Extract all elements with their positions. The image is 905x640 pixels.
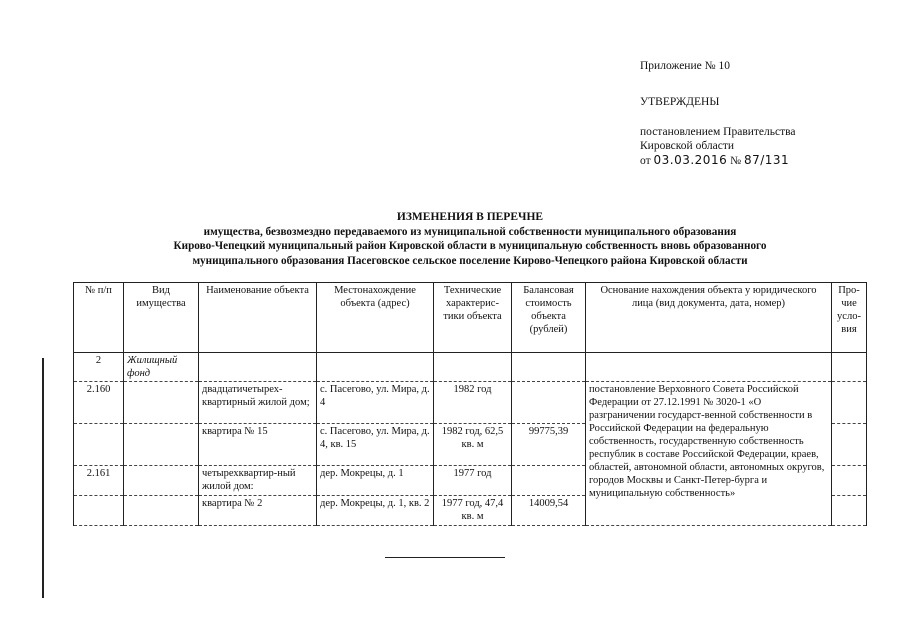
header-basis: Основание нахождения объекта у юридического лица (вид документа, дата, номер) (586, 283, 832, 353)
title-line-3: Кирово-Чепецкий муниципальный район Кировской области в муниципальную собственность вновь образованного (173, 240, 767, 252)
row-cost: 14009,54 (512, 496, 586, 526)
section-empty (586, 353, 832, 382)
decree-line-2: Кировской области (640, 140, 735, 152)
row-name: четырехквартир-ный жилой дом: (199, 466, 317, 496)
row-basis: постановление Верховного Совета Российской Федерации от 27.12.1991 № 3020-1 «О разграничении государст-венной собственности в Российской Федерации на федеральную собственность, государственную собственность республик в составе Российской Федерации, краев, областей, автономной области, автономных округов, городов Москвы и Санкт-Петер-бурга и муниципальную собственность» (586, 382, 832, 526)
row-tech: 1982 год, 62,5 кв. м (434, 424, 512, 466)
row-address: с. Пасегово, ул. Мира, д. 4 (317, 382, 434, 424)
decree-number: 87/131 (743, 153, 790, 167)
row-name: квартира № 15 (199, 424, 317, 466)
section-empty (512, 353, 586, 382)
row-kind (124, 466, 199, 496)
row-cost: 99775,39 (512, 424, 586, 466)
header-address: Местонахождение объекта (адрес) (317, 283, 434, 353)
decree-date-line (640, 153, 796, 168)
section-kind: Жилищный фонд (124, 353, 199, 382)
title-line-4: муниципального образования Пасеговское сельское поселение Кирово-Чепецкого района Кировской области (192, 254, 748, 267)
row-address: дер. Мокрецы, д. 1 (317, 466, 434, 496)
row-kind (124, 382, 199, 424)
row-num (74, 496, 124, 526)
row-other (832, 382, 867, 424)
header-name: Наименование объекта (199, 283, 317, 353)
bottom-divider (385, 557, 505, 558)
table-header-row (74, 283, 867, 353)
row-address: с. Пасегово, ул. Мира, д. 4, кв. 15 (317, 424, 434, 466)
section-num: 2 (74, 353, 124, 382)
property-table (73, 282, 867, 526)
table-row (74, 382, 867, 424)
row-name: двадцатичетырех-квартирный жилой дом; (199, 382, 317, 424)
margin-line (42, 358, 44, 598)
decree-line-1: постановлением Правительства (640, 126, 796, 138)
appendix-label: Приложение № 10 (640, 60, 730, 72)
header-kind: Вид имущества (124, 283, 199, 353)
row-other (832, 466, 867, 496)
row-num: 2.160 (74, 382, 124, 424)
row-address: дер. Мокрецы, д. 1, кв. 2 (317, 496, 434, 526)
section-empty (199, 353, 317, 382)
row-name: квартира № 2 (199, 496, 317, 526)
row-kind (124, 424, 199, 466)
approved-label: УТВЕРЖДЕНЫ (640, 96, 720, 108)
section-empty (832, 353, 867, 382)
header-cost: Балансовая стоимость объекта (рублей) (512, 283, 586, 353)
row-tech: 1977 год, 47,4 кв. м (434, 496, 512, 526)
section-empty (317, 353, 434, 382)
header-num: № п/п (74, 283, 124, 353)
row-num: 2.161 (74, 466, 124, 496)
row-num (74, 424, 124, 466)
row-cost (512, 466, 586, 496)
decree-date-prefix: от (640, 155, 651, 167)
document-title (70, 210, 870, 268)
decree-reference (640, 125, 796, 168)
row-tech: 1982 год (434, 382, 512, 424)
row-tech: 1977 год (434, 466, 512, 496)
row-cost (512, 382, 586, 424)
title-line-2: имущества, безвозмездно передаваемого из муниципальной собственности муниципального образования (203, 225, 737, 238)
decree-date: 03.03.2016 (653, 153, 728, 167)
decree-number-sign: № (730, 155, 742, 167)
section-row (74, 353, 867, 382)
row-other (832, 424, 867, 466)
header-other: Про-чие усло-вия (832, 283, 867, 353)
section-empty (434, 353, 512, 382)
header-tech: Технические характерис-тики объекта (434, 283, 512, 353)
row-other (832, 496, 867, 526)
title-line-1: ИЗМЕНЕНИЯ В ПЕРЕЧНЕ (396, 211, 544, 223)
row-kind (124, 496, 199, 526)
